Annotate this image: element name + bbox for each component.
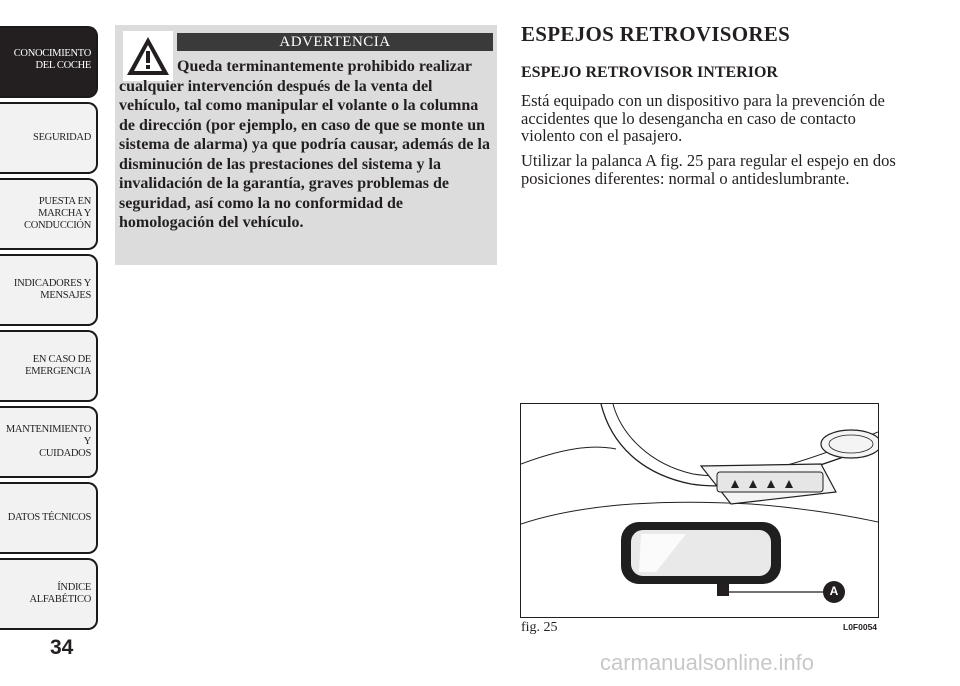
section-title: ESPEJOS RETROVISORES xyxy=(521,22,791,46)
warning-heading: ADVERTENCIA xyxy=(177,33,493,51)
tab-label: CONOCIMIENTO DEL COCHE xyxy=(13,48,91,71)
tab-puesta-en-marcha[interactable] xyxy=(0,178,98,250)
paragraph: Utilizar la palanca A fig. 25 para regular el espejo en dos posiciones diferentes: normal o antideslumbrante. xyxy=(521,151,896,188)
section-subtitle: ESPEJO RETROVISOR INTERIOR xyxy=(521,64,778,81)
tab-conocimiento-del-coche[interactable] xyxy=(0,26,98,98)
warning-box xyxy=(115,25,497,265)
tab-label: INDICADORES Y MENSAJES xyxy=(13,278,91,301)
tab-label: EN CASO DE EMERGENCIA xyxy=(25,354,91,377)
tab-label: DATOS TÉCNICOS xyxy=(7,512,91,523)
tab-seguridad[interactable] xyxy=(0,102,98,174)
tab-indicadores-y-mensajes[interactable] xyxy=(0,254,98,326)
paragraph: Está equipado con un dispositivo para la prevención de accidentes que lo desengancha en caso de contacto violento con el pasajero. xyxy=(521,91,885,145)
mirror-illustration xyxy=(521,404,878,617)
figure-rearview-mirror xyxy=(520,403,879,618)
figure-caption: fig. 25 xyxy=(521,620,558,635)
tab-datos-tecnicos[interactable] xyxy=(0,482,98,554)
tab-label: ÍNDICE ALFABÉTICO xyxy=(29,582,91,605)
watermark: carmanualsonline.info xyxy=(600,650,815,675)
tab-label: SEGURIDAD xyxy=(33,132,91,143)
tab-label: MANTENIMIENTO Y CUIDADOS xyxy=(5,424,91,459)
callout-label-a: A xyxy=(829,584,839,598)
tab-en-caso-de-emergencia[interactable] xyxy=(0,330,98,402)
tab-label: PUESTA EN MARCHA Y CONDUCCIÓN xyxy=(23,196,91,231)
warning-text: Queda terminantemente prohibido realizar cualquier intervención después de la venta del vehículo, tal como manipular el volante o la columna de dirección (por ejemplo, en caso de que se monte un sistema de alarma) ya que podría causar, además de la disminución de las prestaciones del sistema y la invalidación de la garantía, graves problemas de seguridad, así como la no conformidad de homologación del vehículo. xyxy=(119,58,490,231)
page-number: 34 xyxy=(50,636,74,659)
tab-mantenimiento-y-cuidados[interactable] xyxy=(0,406,98,478)
figure-code: L0F0054 xyxy=(843,622,878,632)
tab-indice-alfabetico[interactable] xyxy=(0,558,98,630)
